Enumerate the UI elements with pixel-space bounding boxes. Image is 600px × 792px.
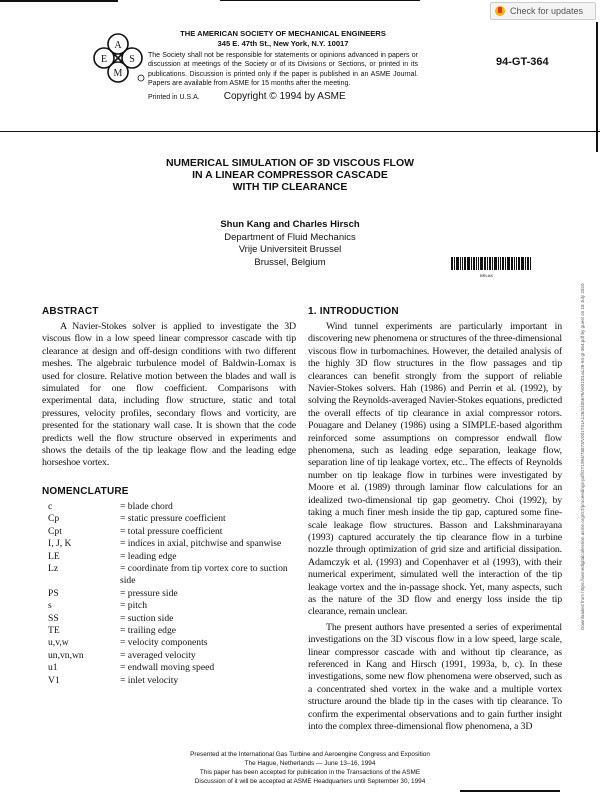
scan-border-top (0, 0, 118, 2)
nomenclature-item (48, 625, 296, 637)
barcode-bar (456, 257, 459, 270)
author-department: Department of Fluid Mechanics (224, 231, 356, 243)
nomenclature-definition: = endwall moving speed (120, 662, 215, 674)
check-for-updates-button[interactable] (490, 2, 596, 20)
barcode-bar (494, 257, 497, 270)
abstract-body (42, 321, 296, 470)
barcode-bar (451, 257, 453, 270)
nomenclature-definition: = leading edge (120, 550, 177, 562)
conference-footer (130, 750, 490, 786)
title-line: NUMERICAL SIMULATION OF 3D VISCOUS FLOW (165, 157, 415, 169)
nomenclature-item (48, 588, 296, 600)
nomenclature-symbol: c (48, 500, 53, 512)
nomenclature-definition: = static pressure coefficient (120, 513, 226, 525)
print-row (148, 91, 418, 102)
nomenclature-definition: = pressure side (120, 587, 178, 599)
title-line: IN A LINEAR COMPRESSOR CASCADE (192, 169, 388, 181)
disclaimer-notice: The Society shall not be responsible for statements or opinions advanced in papers or discussion at meetings of the Society or of its Divisions or Sections, or printed in its publications. Discussion is printed only if the paper is published in an ASME Journal. Papers are available from ASME for 15 months after the meeting. (148, 52, 418, 87)
header-divider (0, 131, 600, 132)
society-address: 345 E. 47th St., New York, N.Y. 10017 (217, 38, 349, 48)
barcode-bar (487, 257, 488, 270)
nomenclature-item (48, 551, 296, 563)
barcode-bar (521, 257, 524, 270)
bookmark-icon (495, 6, 505, 16)
nomenclature-item (48, 526, 296, 538)
copyright: Copyright © 1994 by ASME (223, 91, 346, 103)
nomenclature-item (48, 650, 296, 662)
barcode-bar (502, 257, 504, 270)
left-column (42, 306, 296, 687)
barcode-bar (530, 257, 531, 270)
nomenclature-item (48, 675, 296, 687)
barcode-label: BRLAK (480, 273, 494, 278)
barcode-bar (476, 257, 477, 270)
barcode-bar (525, 257, 526, 270)
nomenclature-symbol: LE (48, 550, 60, 562)
barcode-bar (464, 257, 466, 270)
nomenclature-symbol: TE (48, 624, 60, 636)
nomenclature-definition: = blade chord (120, 500, 173, 512)
svg-text:S: S (129, 54, 135, 65)
paper-number: 94-GT-364 (496, 56, 549, 68)
barcode-bar (454, 257, 455, 270)
footer-line: Discussion of it will be accepted at ASME Headquarters until September 30, 1994 (194, 778, 426, 785)
nomenclature-symbol: s (48, 600, 52, 612)
barcode-bar (467, 257, 470, 270)
barcode-bar (505, 257, 506, 270)
nomenclature-definition: = indices in axial, pitchwise and spanwise (120, 538, 282, 550)
barcode-bar (492, 257, 493, 270)
nomenclature-item (48, 501, 296, 513)
nomenclature-symbol: Lz (48, 562, 59, 574)
barcode (451, 257, 539, 270)
barcode-bar (527, 257, 529, 270)
nomenclature-list (48, 501, 296, 687)
scan-border-top-2 (220, 0, 420, 1)
introduction-heading: 1. INTRODUCTION (308, 306, 399, 317)
barcode-bar (460, 257, 461, 270)
abstract-heading: ABSTRACT (42, 306, 99, 317)
check-for-updates-label: Check for updates (510, 6, 584, 16)
nomenclature-symbol: V1 (48, 674, 60, 686)
nomenclature-item (48, 637, 296, 649)
barcode-bar (498, 257, 499, 270)
barcode-bar (473, 257, 475, 270)
nomenclature-item (48, 613, 296, 625)
nomenclature-definition: = coordinate from tip vortex core to suction side (120, 562, 288, 587)
footer-line: The Hague, Netherlands — June 13–16, 1994 (244, 760, 376, 767)
nomenclature-symbol: u1 (48, 662, 58, 674)
nomenclature-symbol: I, J, K (48, 538, 72, 550)
nomenclature-heading: NOMENCLATURE (42, 485, 129, 497)
footer-line: This paper has been accepted for publication in the Transactions of the ASME (199, 769, 421, 776)
barcode-bar (462, 257, 463, 270)
introduction-paragraph: The present authors have presented a series of experimental investigations on the 3D viscous flow in a low speed, large scale, linear compressor cascade with and without tip clearance, as referenced in Kang and Hirsch (1991, 1993a, b, c). In these investigations, some new flow phenomena were observed, such as a concentrated shed vortex in the wake and a multiple vortex structure around the blade tip in the cases with tip clearance. To confirm the experimental observations and to gain further insight into the complex three-dimensional flow phenomena, a 3D (308, 621, 562, 732)
barcode-bar (484, 257, 486, 270)
nomenclature-symbol: PS (48, 587, 59, 599)
nomenclature-symbol: u,v,w (48, 637, 69, 649)
nomenclature-definition: = suction side (120, 612, 174, 624)
abstract-paragraph: A Navier-Stokes solver is applied to investigate the 3D viscous flow in a low speed linear compressor cascade with tip clearance at design and off-design conditions with two different meshes. The algebraic turbulence model of Baldwin-Lomax is used for closure. Relative motion between the blades and wall is simulated for one flow coefficient. Comparisons with experimental data, including flow structure, static and total pressures, velocity profiles, secondary flows and vorticity, are presented for the stationary wall case. It is shown that the code predicts well the flow structure observed in experiments and shows the details of the tip leakage flow and the leading edge horseshoe vortex. (42, 321, 296, 469)
nomenclature-definition: = trailing edge (120, 624, 177, 636)
right-column (308, 306, 562, 733)
author-block (190, 219, 390, 269)
svg-text:E: E (100, 54, 108, 65)
barcode-bar (516, 257, 517, 270)
barcode-bar (518, 257, 520, 270)
barcode-bar (511, 257, 513, 270)
introduction-body (308, 321, 562, 733)
nomenclature-definition: = inlet velocity (120, 674, 179, 686)
barcode-bar (480, 257, 483, 270)
barcode-bar (489, 257, 491, 270)
nomenclature-symbol: SS (48, 612, 59, 624)
nomenclature-item (48, 538, 296, 550)
author-location: Brussel, Belgium (254, 256, 326, 268)
scan-border-right (596, 22, 598, 152)
barcode-bar (478, 257, 479, 270)
author-names: Shun Kang and Charles Hirsch (220, 219, 360, 230)
nomenclature-definition: = averaged velocity (120, 649, 196, 661)
nomenclature-item (48, 662, 296, 674)
society-name (148, 29, 418, 48)
barcode-bar (500, 257, 501, 270)
introduction-paragraph: Wind tunnel experiments are particularly important in discovering new phenomena or structures of the three-dimensional viscous flow in turbomachines. However, the detailed analysis of the highly 3D flow structures in the flow passages and tip clearances can benefit strongly from the support of reliable Navier-Stokes solvers. Hah (1986) and Perrin et al. (1992), by solving the Reynolds-averaged Navier-Stokes equations, predicted the overall effects of tip clearance in axial compressor rotors. Pouagare and Delaney (1986) using a SIMPLE-based algorithm reinforced some assumptions on compressor endwall flow phenomena, such as leading edge separation, leakage flow, separation line of tip leakage vortex, etc.. The effects of Reynolds number on tip leakage flow in turbines were investigated by Moore et al. (1989) through laminar flow calculations for an idealized two-dimensional tip gap geometry. Choi (1992), by taking a much finer mesh inside the tip gap, captured some fine-scale leakage flow structures. Basson and Lakshminarayana (1993) captured accurately the tip clearance flow in a turbine nozzle through optimization of grid size and artificial dissipation. Adamczyk et al. (1993) and Copenhaver et al (1993), with their numerical experiment, simulated well the interaction of the tip leakage vortex and the in-passage shock. Yet, many aspects, such as the nature of the 3D flow and energy loss inside the tip clearance, remain unclear. (308, 321, 562, 618)
printed-in: Printed in U.S.A. (148, 94, 200, 102)
barcode-bar (514, 257, 515, 270)
barcode-bar (471, 257, 472, 270)
svg-text:A: A (114, 40, 122, 51)
header-block (148, 29, 418, 102)
author-university: Vrije Universiteit Brussel (238, 244, 342, 256)
nomenclature-symbol: un,vn,wn (48, 649, 84, 661)
svg-text:M: M (113, 68, 123, 79)
footer-line: Presented at the International Gas Turbine and Aeroengine Congress and Exposition (190, 751, 430, 758)
society-title: THE AMERICAN SOCIETY OF MECHANICAL ENGINEERS (180, 29, 386, 38)
nomenclature-symbol: Cp (48, 513, 60, 525)
paper-title (110, 157, 470, 193)
title-line: WITH TIP CLEARANCE (232, 181, 348, 193)
nomenclature-item (48, 600, 296, 612)
nomenclature-symbol: Cpt (48, 525, 62, 537)
download-watermark: Downloaded from https://asmedigitalcollection.asme.org/GT/proceedings-pdf/GT1994/78873/V001T01A126/2405676/v001t01a126-94-gt-364.pdf by guest on 18 July 2020 (580, 283, 585, 630)
nomenclature-item (48, 563, 296, 588)
nomenclature-definition: = total pressure coefficient (120, 525, 223, 537)
barcode-bar (507, 257, 510, 270)
asme-logo (92, 32, 148, 84)
nomenclature-definition: = velocity components (120, 637, 208, 649)
nomenclature-definition: = pitch (120, 600, 147, 612)
nomenclature-item (48, 513, 296, 525)
